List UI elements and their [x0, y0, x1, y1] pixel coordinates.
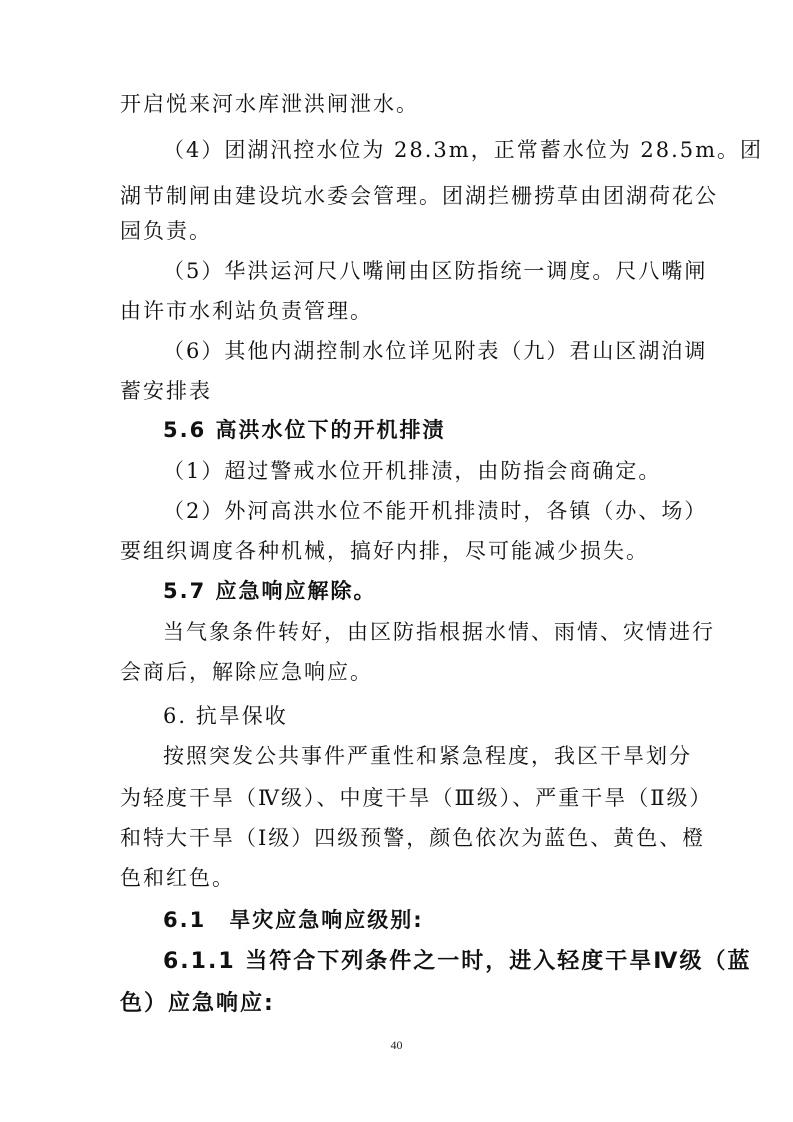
paragraph-line: 和特大干旱（Ⅰ级）四级预警，颜色依次为蓝色、黄色、橙 [120, 826, 706, 850]
section-heading: 5.7 应急响应解除。 [163, 579, 377, 603]
paragraph-line: 会商后，解除应急响应。 [120, 660, 373, 684]
paragraph-line: 园负责。 [120, 219, 212, 243]
paragraph-line: 为轻度干旱（Ⅳ级）、中度干旱（Ⅲ级）、严重干旱（Ⅱ级） [120, 786, 713, 810]
paragraph-line: 湖节制闸由建设坑水委会管理。团湖拦栅捞草由团湖荷花公 [120, 184, 718, 208]
paragraph-line: 开启悦来河水库泄洪闸泄水。 [120, 92, 419, 116]
paragraph-line: （5）华洪运河尺八嘴闸由区防指统一调度。尺八嘴闸 [163, 259, 708, 283]
paragraph-line: 由许市水利站负责管理。 [120, 299, 373, 323]
paragraph-line: 蓄安排表 [120, 379, 212, 403]
paragraph-line: 色和红色。 [120, 866, 235, 890]
paragraph-line: 当气象条件转好，由区防指根据水情、雨情、灾情进行 [163, 620, 715, 644]
paragraph-line: （6）其他内湖控制水位详见附表（九）君山区湖泊调 [163, 339, 708, 363]
paragraph-line: 按照突发公共事件严重性和紧急程度，我区干旱划分 [163, 744, 692, 768]
section-heading: 5.6 高洪水位下的开机排渍 [163, 418, 446, 442]
page-number: 40 [390, 1038, 403, 1052]
subsection-heading: 色）应急响应: [120, 991, 275, 1016]
subsection-heading: 6.1.1 当符合下列条件之一时，进入轻度干旱Ⅳ级（蓝 [163, 949, 752, 974]
paragraph-line: （2）外河高洪水位不能开机排渍时，各镇（办、场） [163, 499, 708, 523]
paragraph-line: 要组织调度各种机械，搞好内排，尽可能减少损失。 [120, 539, 649, 563]
paragraph-line: （1）超过警戒水位开机排渍，由防指会商确定。 [163, 459, 662, 483]
paragraph-line: （4）团湖汛控水位为 28.3m，正常蓄水位为 28.5m。团 [163, 138, 764, 162]
section-heading: 6. 抗旱保收 [163, 704, 288, 728]
section-heading: 6.1 旱灾应急响应级别: [163, 908, 424, 932]
